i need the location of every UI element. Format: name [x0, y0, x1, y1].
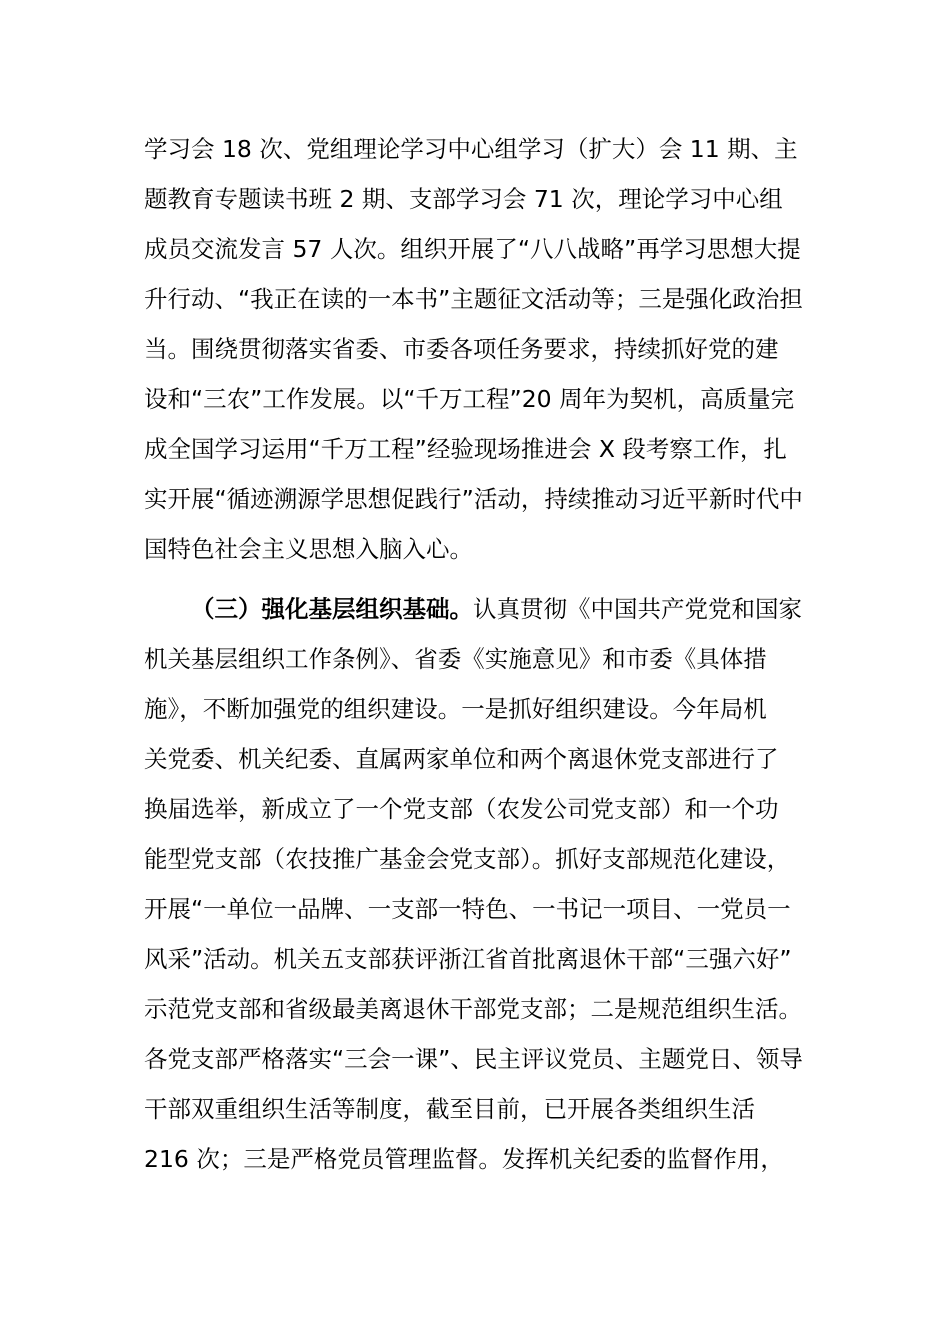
paragraph-line: 国特色社会主义思想入脑入心。 — [144, 535, 473, 563]
paragraph-line: 成员交流发言 57 人次。组织开展了“八八战略”再学习思想大提 — [144, 235, 801, 263]
paragraph-first-line — [144, 584, 844, 634]
paragraph-line: 风采”活动。机关五支部获评浙江省首批离退休干部“三强六好” — [144, 945, 792, 973]
paragraph-political-study — [144, 124, 844, 574]
paragraph-grassroots-organization — [144, 584, 844, 1184]
document-body — [144, 124, 844, 1184]
paragraph-line: 开展“一单位一品牌、一支部一特色、一书记一项目、一党员一 — [144, 895, 791, 923]
paragraph-line: 实开展“循迹溯源学思想促践行”活动，持续推动习近平新时代中 — [144, 485, 803, 513]
paragraph-line: 学习会 18 次、党组理论学习中心组学习（扩大）会 11 期、主 — [144, 135, 798, 163]
paragraph-line: 机关基层组织工作条例》、省委《实施意见》和市委《具体措 — [144, 645, 767, 673]
paragraph-line: 升行动、“我正在读的一本书”主题征文活动等；三是强化政治担 — [144, 285, 803, 313]
paragraph-line: 设和“三农”工作发展。以“千万工程”20 周年为契机，高质量完 — [144, 385, 795, 413]
paragraph-line: 216 次；三是严格党员管理监督。发挥机关纪委的监督作用， — [144, 1145, 784, 1173]
paragraph-line-rest: 认真贯彻《中国共产党党和国家 — [473, 595, 802, 623]
paragraph-line: 施》，不断加强党的组织建设。一是抓好组织建设。今年局机 — [144, 695, 767, 723]
paragraph-line: 各党支部严格落实“三会一课”、民主评议党员、主题党日、领导 — [144, 1045, 803, 1073]
paragraph-line: 关党委、机关纪委、直属两家单位和两个离退休党支部进行了 — [144, 745, 779, 773]
paragraph-line: 换届选举，新成立了一个党支部（农发公司党支部）和一个功 — [144, 795, 779, 823]
paragraph-line: 干部双重组织生活等制度，截至目前，已开展各类组织生活 — [144, 1095, 755, 1123]
section-heading: （三）强化基层组织基础。 — [191, 595, 473, 623]
paragraph-line: 当。围绕贯彻落实省委、市委各项任务要求，持续抓好党的建 — [144, 335, 779, 363]
paragraph-line: 示范党支部和省级最美离退休干部党支部；二是规范组织生活。 — [144, 995, 802, 1023]
paragraph-line: 能型党支部（农技推广基金会党支部）。抓好支部规范化建设， — [144, 845, 791, 873]
paragraph-line: 题教育专题读书班 2 期、支部学习会 71 次，理论学习中心组 — [144, 185, 783, 213]
paragraph-line: 成全国学习运用“千万工程”经验现场推进会 X 段考察工作，扎 — [144, 435, 787, 463]
